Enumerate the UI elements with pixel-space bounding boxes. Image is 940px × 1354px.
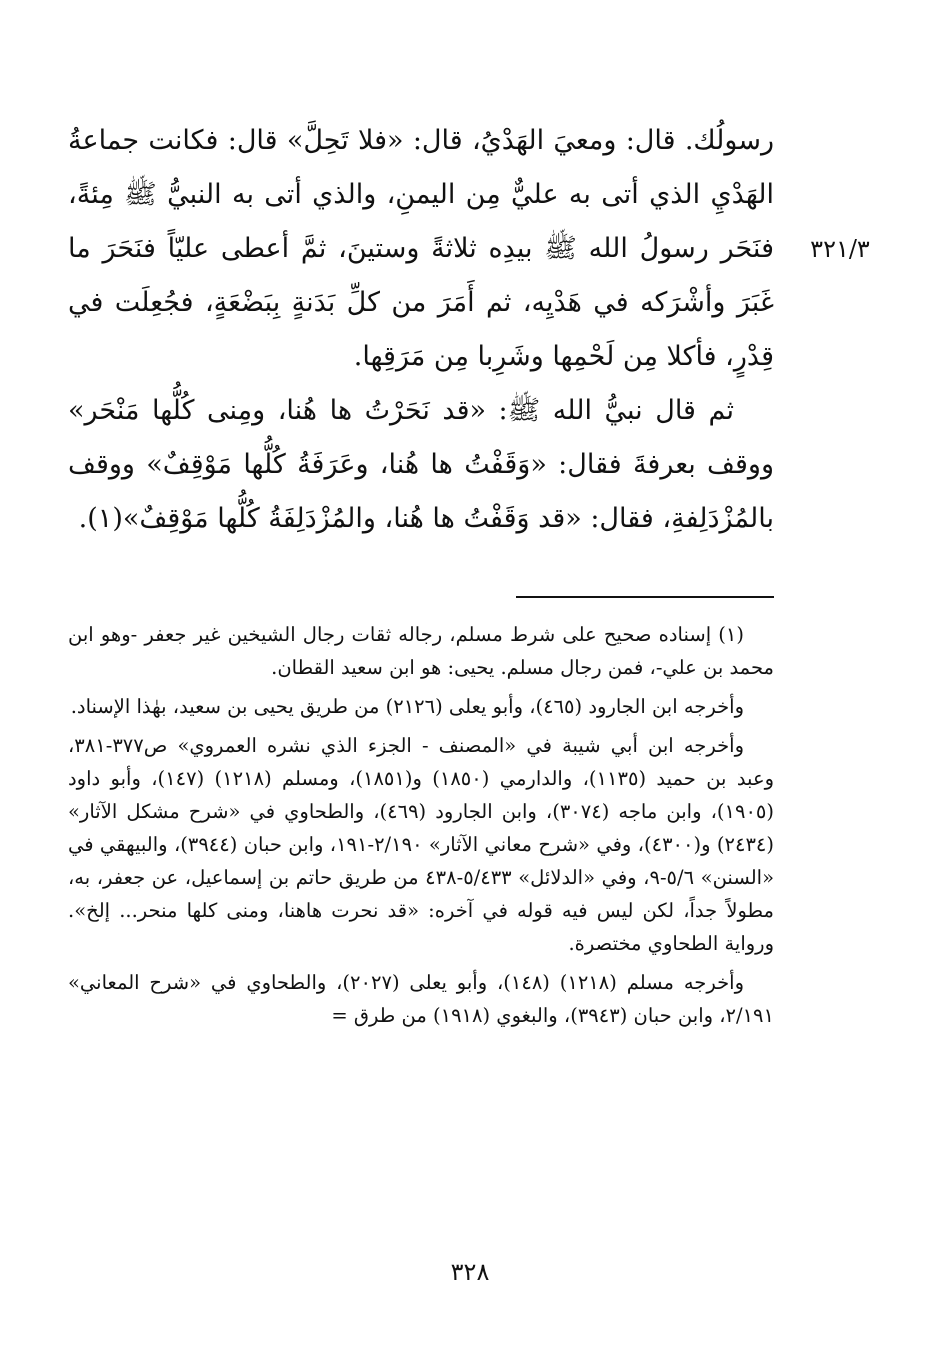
footnote-separator-line: [516, 596, 774, 598]
footnote-paragraph: وأخرجه ابن الجارود (٤٦٥)، وأبو يعلى (٢١٢٦) من طريق يحيى بن سعيد، بهٰذا الإسناد.: [70, 695, 744, 718]
footnote-paragraph: وأخرجه ابن أبي شيبة في «المصنف - الجزء الذي نشره العمروي» ص٣٧٧-٣٨١، وعبد بن حميد (١١٣٥)، والدارمي (١٨٥٠) و(١٨٥١)، ومسلم (١٢١٨) (١٤٧)، وأبو داود (١٩٠٥)، وابن ماجه (٣٠٧٤)، وابن الجارود (٤٦٩)، والطحاوي في «شرح مشكل الآثار» (٢٤٣٤) و(٤٣٠٠)، وفي «شرح معاني الآثار» ٢/١٩٠-١٩١، وابن حبان (٣٩٤٤)، والبيهقي في «السنن» ٥/٦-٩، وفي «الدلائل» ٥/٤٣٣-٤٣٨ من طريق حاتم بن إسماعيل، عن جعفر، به، مطولاً جداً، لكن ليس فيه قوله في آخره: «قد نحرت هاهنا، ومنى كلها منحر... إلخ». ورواية الطحاوي مختصرة.: [68, 734, 775, 955]
footnotes-block: [68, 618, 774, 1038]
main-text-block: [68, 114, 774, 546]
main-paragraph-1: رسولُك. قال: ومعيَ الهَدْيُ، قال: «فلا تَحِلَّ» قال: فكانت جماعةُ الهَدْيِ الذي أتى به عليٌّ مِن اليمنِ، والذي أتى به النبيُّ ﷺ مِئةً، فنَحَر رسولُ الله ﷺ بيدِه ثلاثةً وستينَ، ثمَّ أعطى عليّاً فنَحَرَ ما غَبَرَ وأشْرَكه في هَدْيِه، ثم أَمَرَ من كلِّ بَدَنةٍ بِبَضْعَةٍ، فجُعِلَت في قِدْرٍ، فأكلا مِن لَحْمِها وشَرِبا مِن مَرَقِها.: [68, 125, 774, 372]
footnote-paragraph: وأخرجه مسلم (١٢١٨) (١٤٨)، وأبو يعلى (٢٠٢٧)، والطحاوي في «شرح المعاني» ٢/١٩١، وابن حبان (٣٩٤٣)، والبغوي (١٩١٨) من طرق =: [68, 971, 774, 1027]
footnote-paragraph: (١) إسناده صحيح على شرط مسلم، رجاله ثقات رجال الشيخين غير جعفر -وهو ابن محمد بن علي-، فمن رجال مسلم. يحيى: هو ابن سعيد القطان.: [68, 623, 774, 679]
main-paragraph-2: ثم قال نبيُّ الله ﷺ: «قد نَحَرْتُ ها هُنا، ومِنى كُلُّها مَنْحَر» ووقف بعرفةَ فقال: «وَقَفْتُ ها هُنا، وعَرَفَةُ كُلُّها مَوْقِفٌ» ووقف بالمُزْدَلِفةِ، فقال: «قد وَقَفْتُ ها هُنا، والمُزْدَلِفَةُ كُلُّها مَوْقِفٌ»(١).: [68, 395, 774, 534]
page-number: ٣٢٨: [450, 1258, 490, 1286]
margin-volume-page-reference: ٣٢١/٣: [810, 235, 870, 263]
